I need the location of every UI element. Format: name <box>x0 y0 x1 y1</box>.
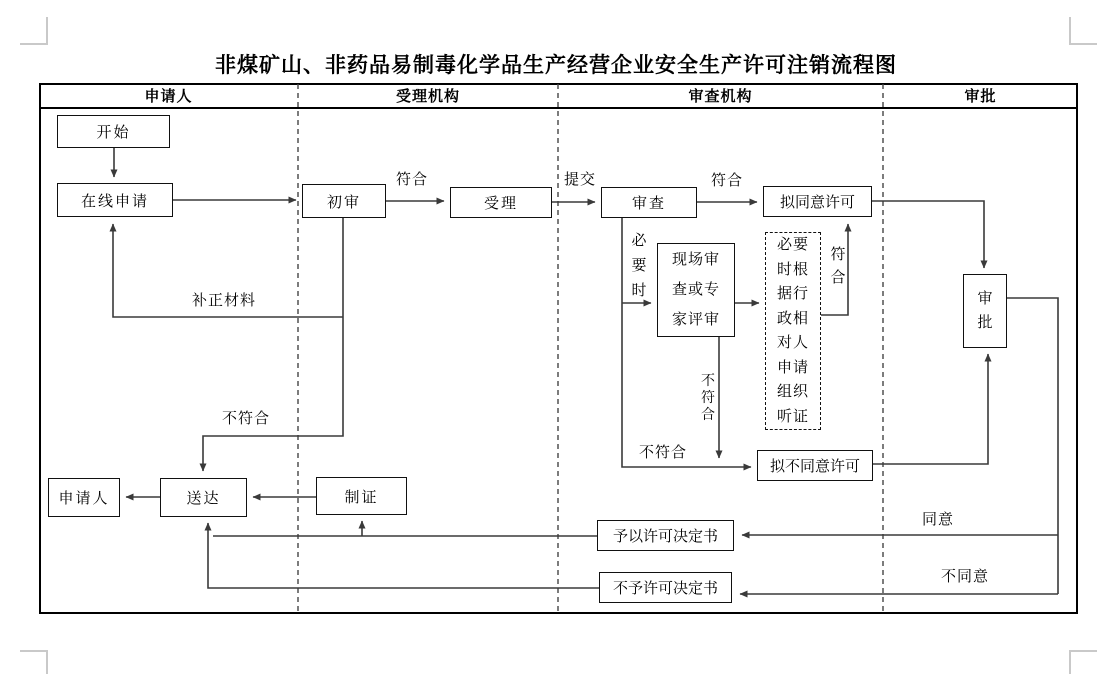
edge-disapprove-to-approval <box>873 354 988 464</box>
edge-label-pass-to-approve: 符合 <box>711 172 744 189</box>
node-propose-disapprove-label: 拟不同意许可 <box>769 458 860 475</box>
edge-label-pass-after-hearing: 符合 <box>830 246 846 286</box>
node-make-certificate-label: 制证 <box>344 488 379 506</box>
node-applicant-label: 申请人 <box>58 490 110 507</box>
edge-approval-output-trunk <box>1007 298 1058 594</box>
node-propose-disapprove <box>757 450 873 481</box>
node-deny-decision <box>599 572 732 603</box>
edge-label-supplement-materials: 补正材料 <box>192 292 257 309</box>
node-deny-decision-label: 不予许可决定书 <box>612 580 718 597</box>
lane-header-approval: 审批 <box>964 88 997 105</box>
node-applicant <box>48 478 120 517</box>
node-review-label: 审查 <box>631 195 666 212</box>
page-title: 非煤矿山、非药品易制毒化学品生产经营企业安全生产许可注销流程图 <box>215 53 897 77</box>
node-accept <box>450 187 552 218</box>
edge-label-disagree: 不同意 <box>941 568 990 585</box>
node-approval-label: 审批 <box>977 290 993 331</box>
edge-preliminary-fail-to-deliver <box>203 218 343 471</box>
node-accept-label: 受理 <box>483 195 518 212</box>
edge-label-submit: 提交 <box>564 171 597 188</box>
node-deliver-label: 送达 <box>186 490 221 507</box>
node-online-apply-label: 在线申请 <box>80 192 149 210</box>
node-approval <box>963 274 1007 348</box>
node-hearing-note <box>765 232 821 430</box>
node-grant-decision <box>597 520 734 551</box>
lane-header-accepting-agency: 受理机构 <box>395 88 460 105</box>
node-online-apply <box>57 183 173 217</box>
lane-header-review-agency: 审查机构 <box>688 88 753 105</box>
node-propose-approve <box>763 186 872 217</box>
node-hearing-note-label: 必要时根据行政相对人申请组织听证 <box>776 236 809 425</box>
edge-label-pass-to-accept: 符合 <box>396 171 429 188</box>
edge-label-agree: 同意 <box>922 511 955 528</box>
node-preliminary-review <box>302 184 386 218</box>
node-propose-approve-label: 拟同意许可 <box>779 194 855 211</box>
node-grant-decision-label: 予以许可决定书 <box>612 528 718 545</box>
node-make-certificate <box>316 477 407 515</box>
node-start <box>57 115 170 148</box>
edge-propose-approve-to-approval <box>872 201 984 268</box>
lane-header-applicant: 申请人 <box>144 88 193 105</box>
node-deliver <box>160 478 247 517</box>
node-review <box>601 187 697 218</box>
edge-label-when-necessary: 必要时 <box>631 232 647 299</box>
edge-deny-to-deliver <box>208 523 599 588</box>
edge-label-fail-to-deliver: 不符合 <box>222 410 271 427</box>
node-onsite-review <box>657 243 735 337</box>
edge-label-fail-to-disapprove: 不符合 <box>639 444 688 461</box>
node-start-label: 开始 <box>96 124 131 141</box>
edge-label-fail-onsite: 不符合 <box>701 372 715 422</box>
node-preliminary-review-label: 初审 <box>326 193 361 211</box>
node-onsite-review-label: 现场审查或专家评审 <box>671 251 720 328</box>
